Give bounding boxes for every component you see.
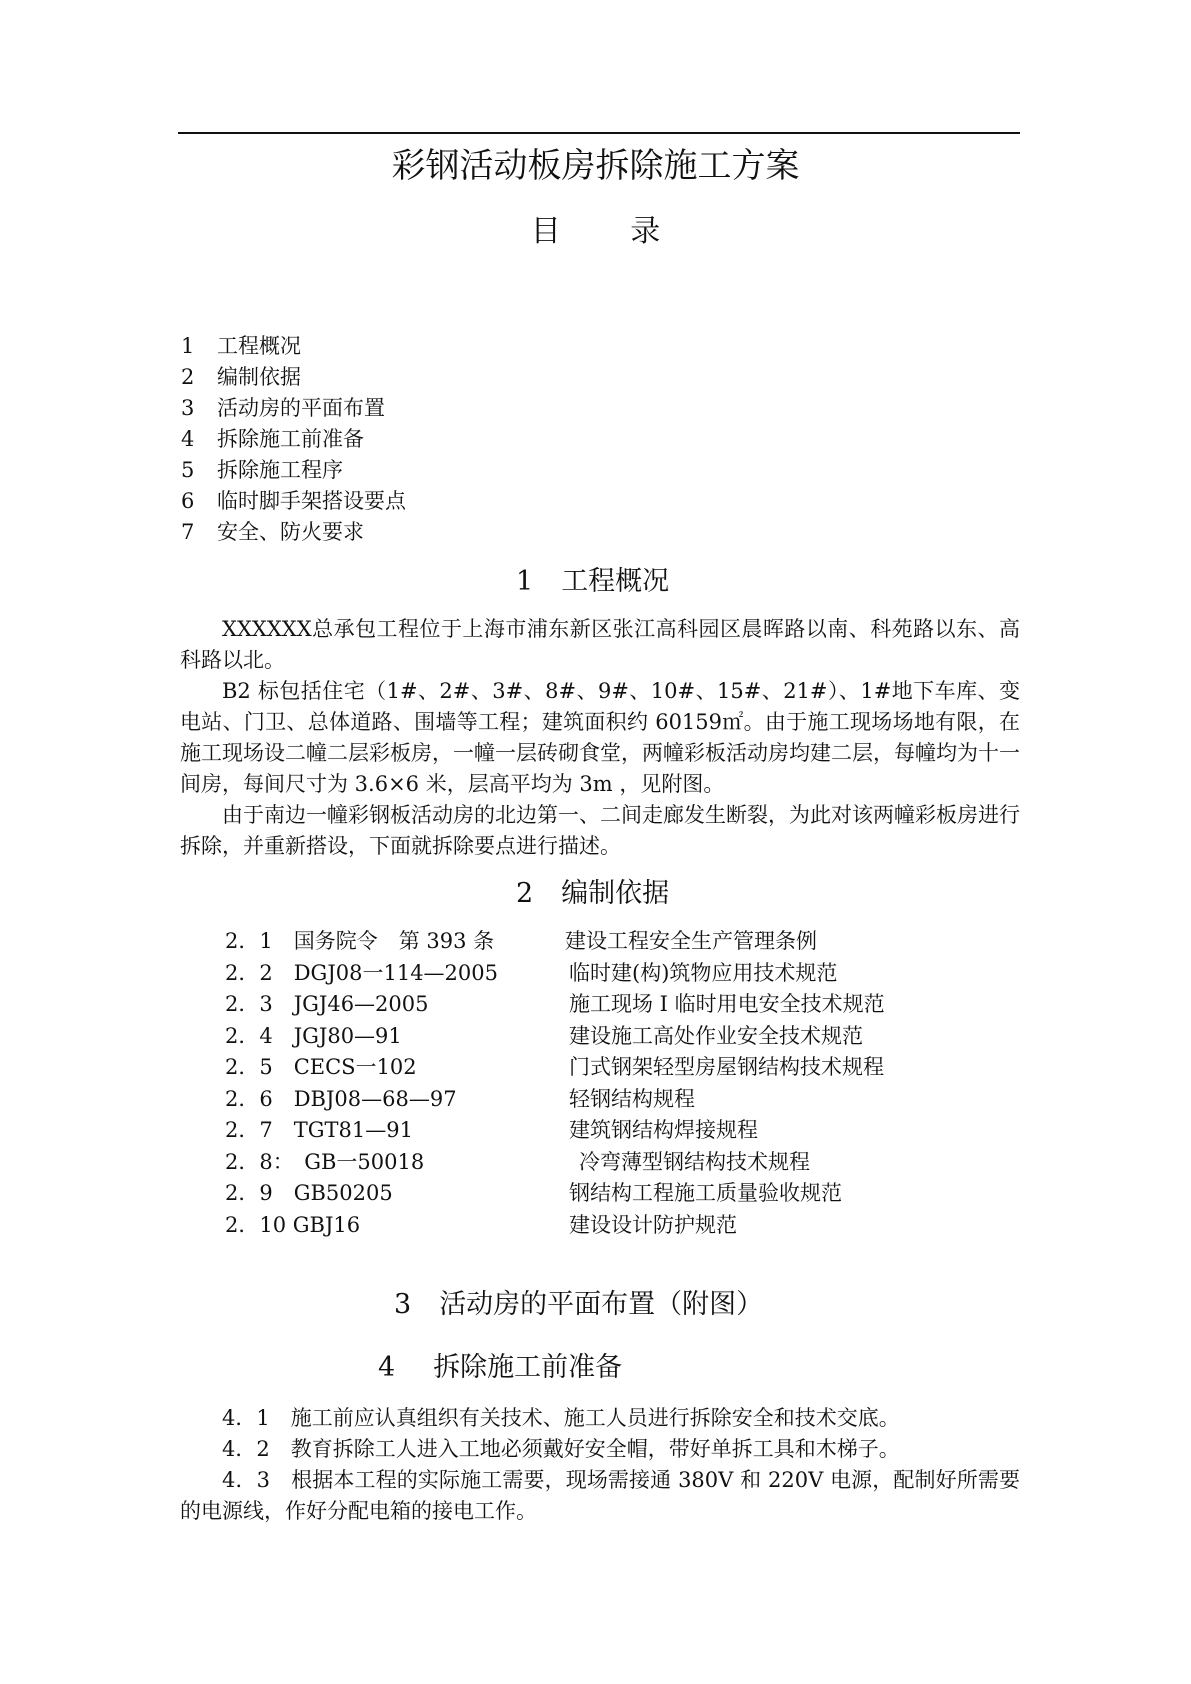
reference-list <box>225 926 885 1241</box>
toc-item: 7 安全、防火要求 <box>181 520 364 544</box>
reference-row: 2．8： GB一50018 冷弯薄型钢结构技术规程 <box>225 1149 810 1174</box>
toc-item: 1 工程概况 <box>181 334 301 358</box>
reference-row: 2．10 GBJ16 建设设计防护规范 <box>225 1212 737 1237</box>
table-of-contents <box>181 331 406 548</box>
reference-row: 2．6 DBJ08—68—97 轻钢结构规程 <box>225 1086 695 1111</box>
toc-item: 5 拆除施工程序 <box>181 458 343 482</box>
paragraph: 由于南边一幢彩钢板活动房的北边第一、二间走廊发生断裂，为此对该两幢彩板房进行拆除，并重新搭设，下面就拆除要点进行描述。 <box>180 803 1020 858</box>
toc-heading: 目 录 <box>530 214 691 249</box>
reference-row: 2．7 TGT81—91 建筑钢结构焊接规程 <box>225 1118 758 1142</box>
reference-row: 2．4 JGJ80—91 建设施工高处作业安全技术规范 <box>225 1023 863 1048</box>
section-1-body <box>180 614 1020 862</box>
section-2-heading: 2 编制依据 <box>516 878 670 909</box>
reference-row: 2．3 JGJ46—2005 施工现场 I 临时用电安全技术规范 <box>225 992 885 1016</box>
section-4-body <box>180 1403 1020 1527</box>
reference-row: 2．5 CECS一102 门式钢架轻型房屋钢结构技术规程 <box>225 1055 884 1079</box>
toc-item: 3 活动房的平面布置 <box>181 396 385 420</box>
reference-row: 2．2 DGJ08一114—2005 临时建(构)筑物应用技术规范 <box>225 960 838 985</box>
section-3-heading: 3 活动房的平面布置（附图） <box>394 1289 764 1320</box>
toc-item: 2 编制依据 <box>181 365 301 389</box>
document-title: 彩钢活动板房拆除施工方案 <box>391 146 800 186</box>
toc-item: 6 临时脚手架搭设要点 <box>181 489 406 513</box>
section-1-heading: 1 工程概况 <box>516 566 670 597</box>
paragraph: XXXXXX总承包工程位于上海市浦东新区张江高科园区晨晖路以南、科苑路以东、高科路以北。 <box>180 617 1020 672</box>
list-item: 4．2 教育拆除工人进入工地必须戴好安全帽，带好单拆工具和木梯子。 <box>222 1437 900 1461</box>
list-item: 4．3 根据本工程的实际施工需要，现场需接通 380V 和 220V 电源，配制好所需要的电源线，作好分配电箱的接电工作。 <box>180 1468 1020 1523</box>
reference-row: 2．9 GB50205 钢结构工程施工质量验收规范 <box>225 1181 842 1205</box>
toc-item: 4 拆除施工前准备 <box>181 427 364 451</box>
list-item: 4．1 施工前应认真组织有关技术、施工人员进行拆除安全和技术交底。 <box>222 1406 900 1430</box>
paragraph: B2 标包括住宅（1#、2#、3#、8#、9#、10#、15#、21#）、1#地下车库、变电站、门卫、总体道路、围墙等工程；建筑面积约 60159㎡。由于施工现场场地有限，在施工现场设二幢二层彩板房，一幢一层砖砌食堂，两幢彩板活动房均建二层，每幢均为十一间房，每间尺寸为 3.6×6 米，层高平均为 3m ，见附图。 <box>180 679 1020 796</box>
header-rule <box>178 132 1020 134</box>
reference-row: 2．1 国务院令 第 393 条 建设工程安全生产管理条例 <box>225 929 817 953</box>
section-4-heading: 4 拆除施工前准备 <box>378 1352 623 1383</box>
